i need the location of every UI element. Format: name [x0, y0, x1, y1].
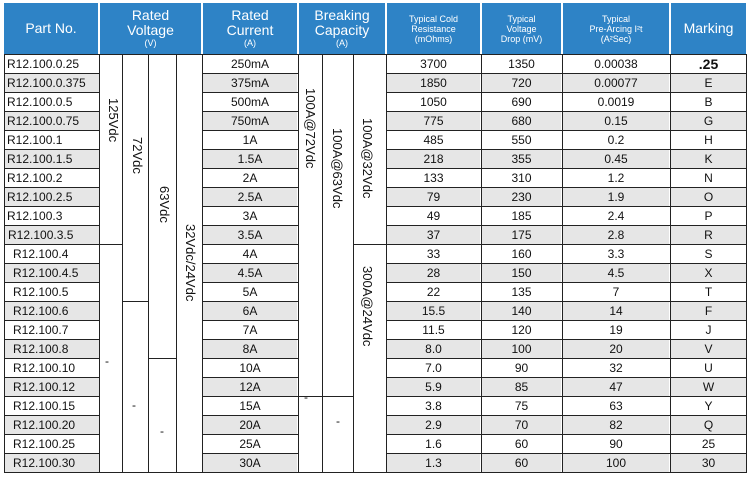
voltage-drop-cell: 150	[511, 266, 532, 280]
marking-cell: V	[704, 342, 713, 356]
part-number-cell: R12.100.20	[13, 418, 76, 432]
rated-current-cell: 2.5A	[237, 190, 263, 204]
marking-cell: H	[704, 133, 713, 147]
voltage-drop-cell: 120	[511, 323, 532, 337]
rated-current-cell: 8A	[242, 342, 258, 356]
marking-cell: U	[704, 361, 713, 375]
voltage-drop-cell: 60	[514, 437, 529, 451]
table-row	[0, 150, 750, 168]
header-breaking-capacity: Breaking Capacity (A)	[299, 3, 385, 54]
rated-current-cell: 10A	[239, 361, 261, 375]
part-number-cell: R12.100.0.5	[7, 95, 73, 109]
rated-current-cell: 3A	[242, 209, 258, 223]
rated-current-cell: 1A	[242, 133, 258, 147]
pre-arcing-cell: 0.2	[607, 133, 625, 147]
table-row	[0, 188, 750, 206]
marking-cell: J	[705, 323, 712, 337]
rated-current-cell: 750mA	[230, 114, 270, 128]
marking-cell: B	[704, 95, 713, 109]
pre-arcing-cell: 3.3	[607, 247, 625, 261]
part-number-cell: R12.100.5	[13, 285, 69, 299]
part-number-cell: R12.100.10	[13, 361, 76, 375]
part-number-cell: R12.100.30	[13, 456, 76, 470]
marking-cell: X	[704, 266, 713, 280]
part-number-cell: R12.100.12	[13, 380, 76, 394]
voltage-drop-cell: 690	[511, 95, 532, 109]
cold-resistance-cell: 33	[426, 247, 441, 261]
marking-cell: .25	[698, 56, 719, 72]
rated-current-cell: 25A	[239, 437, 261, 451]
cold-resistance-cell: 7.0	[425, 361, 442, 375]
voltage-drop-cell: 680	[511, 114, 532, 128]
pre-arcing-cell: 0.15	[604, 114, 628, 128]
cold-resistance-cell: 1050	[420, 95, 447, 109]
header-cold-resistance: Typical Cold Resistance (mOhms)	[387, 3, 480, 54]
table-row	[0, 169, 750, 187]
voltage-drop-cell: 75	[514, 399, 529, 413]
header-marking: Marking	[671, 3, 746, 54]
table-row	[0, 397, 750, 415]
pre-arcing-cell: 2.8	[607, 228, 625, 242]
part-number-cell: R12.100.3	[7, 209, 63, 223]
rated-current-cell: 3.5A	[237, 228, 263, 242]
part-number-cell: R12.100.25	[13, 437, 76, 451]
breaking-63-dash: -	[336, 414, 340, 428]
breaking-100a-32vdc: 100A@32Vdc	[360, 118, 375, 199]
cold-resistance-cell: 1850	[420, 76, 447, 90]
marking-cell: G	[703, 114, 714, 128]
cold-resistance-cell: 11.5	[422, 323, 445, 337]
table-row	[0, 74, 750, 92]
table-row	[0, 340, 750, 358]
pre-arcing-cell: 1.9	[607, 190, 625, 204]
voltage-drop-cell: 85	[514, 380, 529, 394]
header-voltage-drop: Typical Voltage Drop (mV)	[482, 3, 561, 54]
voltage-63-dash: -	[160, 424, 164, 438]
table-row	[0, 283, 750, 301]
cold-resistance-cell: 1.3	[425, 456, 442, 470]
marking-cell: T	[704, 285, 713, 299]
marking-cell: F	[704, 304, 713, 318]
pre-arcing-cell: 19	[609, 323, 623, 337]
part-number-cell: R12.100.2.5	[7, 190, 73, 204]
pre-arcing-cell: 4.5	[607, 266, 625, 280]
voltage-drop-cell: 720	[511, 76, 532, 90]
voltage-63vdc: 63Vdc	[157, 186, 172, 223]
header-rated-current: Rated Current (A)	[203, 3, 297, 54]
pre-arcing-cell: 0.00077	[594, 76, 638, 90]
voltage-drop-cell: 60	[514, 456, 529, 470]
rated-current-cell: 20A	[239, 418, 261, 432]
voltage-drop-cell: 310	[511, 171, 532, 185]
cold-resistance-cell: 2.9	[425, 418, 442, 432]
cold-resistance-cell: 3700	[420, 57, 447, 71]
pre-arcing-cell: 47	[609, 380, 623, 394]
voltage-drop-cell: 160	[511, 247, 532, 261]
pre-arcing-cell: 0.0019	[597, 95, 635, 109]
voltage-drop-cell: 185	[511, 209, 532, 223]
cold-resistance-cell: 28	[426, 266, 441, 280]
table-row	[0, 321, 750, 339]
header-pre-arcing: Typical Pre-Arcing I²t (A²Sec)	[563, 3, 669, 54]
breaking-100a-63vdc: 100A@63Vdc	[330, 128, 345, 209]
cold-resistance-cell: 37	[426, 228, 441, 242]
marking-cell: Y	[704, 399, 713, 413]
marking-cell: O	[703, 190, 714, 204]
part-number-cell: R12.100.7	[13, 323, 69, 337]
marking-cell: E	[704, 76, 713, 90]
pre-arcing-cell: 1.2	[607, 171, 625, 185]
cold-resistance-cell: 79	[426, 190, 441, 204]
table-row	[0, 378, 750, 396]
rated-current-cell: 250mA	[230, 57, 270, 71]
part-number-cell: R12.100.4	[13, 247, 69, 261]
voltage-drop-cell: 355	[511, 152, 532, 166]
rated-current-cell: 5A	[242, 285, 258, 299]
pre-arcing-cell: 2.4	[607, 209, 625, 223]
part-number-cell: R12.100.2	[7, 171, 63, 185]
cold-resistance-cell: 133	[423, 171, 444, 185]
pre-arcing-cell: 82	[609, 418, 623, 432]
pre-arcing-cell: 100	[605, 456, 627, 470]
marking-cell: W	[702, 380, 715, 394]
rated-current-cell: 6A	[242, 304, 258, 318]
cold-resistance-cell: 775	[423, 114, 444, 128]
cold-resistance-cell: 485	[423, 133, 444, 147]
marking-cell: P	[704, 209, 713, 223]
marking-cell: N	[704, 171, 713, 185]
header-part-no: Part No.	[4, 3, 98, 54]
voltage-125-dash: -	[105, 354, 109, 368]
voltage-drop-cell: 550	[511, 133, 532, 147]
table-row	[0, 207, 750, 225]
pre-arcing-cell: 0.00038	[594, 57, 638, 71]
voltage-drop-cell: 230	[511, 190, 532, 204]
breaking-100a-72vdc: 100A@72Vdc	[303, 88, 318, 169]
voltage-drop-cell: 175	[511, 228, 532, 242]
pre-arcing-cell: 90	[609, 437, 623, 451]
rated-current-cell: 1.5A	[237, 152, 263, 166]
pre-arcing-cell: 20	[609, 342, 623, 356]
rated-current-cell: 375mA	[230, 76, 270, 90]
part-number-cell: R12.100.0.75	[7, 114, 80, 128]
marking-cell: Q	[703, 418, 714, 432]
table-row	[0, 454, 750, 472]
table-row	[0, 302, 750, 320]
cold-resistance-cell: 3.8	[425, 399, 442, 413]
part-number-cell: R12.100.0.375	[7, 76, 86, 90]
marking-cell: 30	[701, 456, 716, 470]
cold-resistance-cell: 15.5	[421, 304, 446, 318]
part-number-cell: R12.100.8	[13, 342, 69, 356]
part-number-cell: R12.100.1	[7, 133, 63, 147]
table-row	[0, 264, 750, 282]
pre-arcing-cell: 0.45	[604, 152, 628, 166]
pre-arcing-cell: 14	[609, 304, 623, 318]
marking-cell: K	[704, 152, 713, 166]
cold-resistance-cell: 22	[426, 285, 441, 299]
voltage-125vdc: 125Vdc	[106, 98, 121, 143]
part-number-cell: R12.100.4.5	[13, 266, 79, 280]
rated-current-cell: 500mA	[230, 95, 270, 109]
part-number-cell: R12.100.15	[13, 399, 76, 413]
table-row	[0, 416, 750, 434]
part-number-cell: R12.100.0.25	[7, 57, 80, 71]
voltage-drop-cell: 100	[511, 342, 532, 356]
rated-current-cell: 30A	[239, 456, 261, 470]
cold-resistance-cell: 5.9	[425, 380, 442, 394]
marking-cell: 25	[701, 437, 716, 451]
voltage-drop-cell: 70	[514, 418, 529, 432]
cold-resistance-cell: 49	[426, 209, 441, 223]
rated-current-cell: 4A	[242, 247, 258, 261]
rated-current-cell: 7A	[242, 323, 258, 337]
rated-current-cell: 2A	[242, 171, 258, 185]
rated-current-cell: 15A	[239, 399, 261, 413]
rated-current-cell: 12A	[239, 380, 261, 394]
marking-cell: S	[704, 247, 713, 261]
voltage-72vdc: 72Vdc	[130, 137, 145, 174]
table-row	[0, 435, 750, 453]
pre-arcing-cell: 32	[609, 361, 623, 375]
voltage-drop-cell: 135	[511, 285, 532, 299]
voltage-drop-cell: 140	[511, 304, 532, 318]
table-row	[0, 55, 750, 73]
table-row	[0, 226, 750, 244]
part-number-cell: R12.100.3.5	[8, 228, 74, 242]
voltage-32vdc-24vdc: 32Vdc/24Vdc	[183, 224, 198, 302]
cold-resistance-cell: 218	[423, 152, 444, 166]
part-number-cell: R12.100.1.5	[7, 152, 73, 166]
rated-current-cell: 4.5A	[237, 266, 263, 280]
voltage-drop-cell: 90	[514, 361, 529, 375]
voltage-72-dash: -	[132, 398, 136, 412]
marking-cell: R	[704, 228, 713, 242]
pre-arcing-cell: 63	[609, 399, 623, 413]
part-number-cell: R12.100.6	[13, 304, 69, 318]
cold-resistance-cell: 1.6	[425, 437, 442, 451]
breaking-300a-24vdc: 300A@24Vdc	[360, 266, 375, 347]
voltage-drop-cell: 1350	[508, 57, 535, 71]
pre-arcing-cell: 7	[612, 285, 620, 299]
cold-resistance-cell: 8.0	[425, 342, 442, 356]
breaking-72-dash: -	[304, 390, 308, 404]
table-row	[0, 359, 750, 377]
table-row	[0, 245, 750, 263]
header-rated-voltage: Rated Voltage (V)	[100, 3, 201, 54]
